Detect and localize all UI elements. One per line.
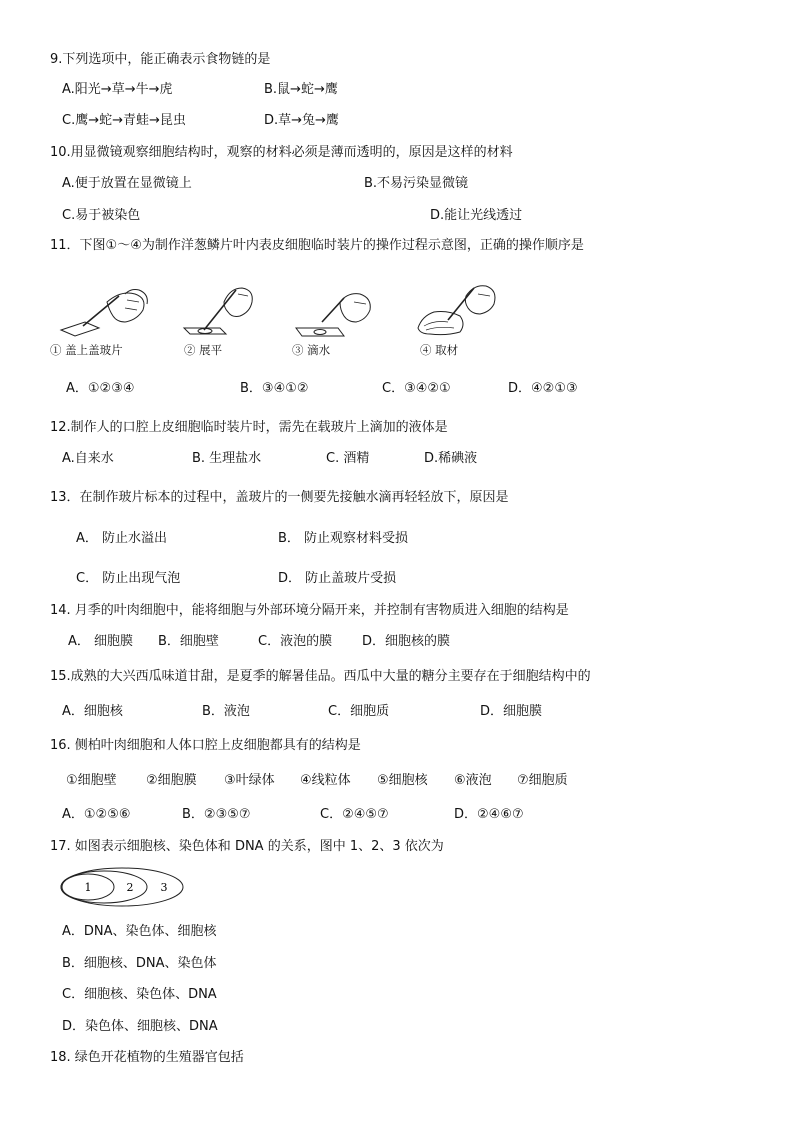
question-13-option-a: A． 防止水溢出	[76, 531, 168, 546]
figure-caption-2: ② 展平	[184, 343, 223, 357]
question-9-option-d: D.草→兔→鹰	[264, 113, 339, 128]
question-10-option-a: A.便于放置在显微镜上	[62, 176, 192, 191]
question-14-option-a: A． 细胞膜	[68, 634, 134, 649]
question-13-option-b: B． 防止观察材料受损	[278, 531, 409, 546]
question-16-item-1: ①细胞壁	[66, 773, 117, 788]
question-15-option-a: A．细胞核	[62, 704, 123, 719]
question-13-option-d: D． 防止盖玻片受损	[278, 571, 397, 586]
question-11-stem: 11．下图①～④为制作洋葱鳞片叶内表皮细胞临时装片的操作过程示意图，正确的操作顺序是	[50, 238, 584, 253]
question-9-option-b: B.鼠→蛇→鹰	[264, 82, 338, 97]
question-9-stem: 9.下列选项中，能正确表示食物链的是	[50, 52, 271, 67]
question-12-option-d: D.稀碘液	[424, 451, 478, 466]
diagram-label-1: 1	[84, 881, 92, 894]
figure-caption-3: ③ 滴水	[292, 343, 331, 357]
question-14-option-b: B．细胞壁	[158, 634, 219, 649]
question-13-stem: 13．在制作玻片标本的过程中，盖玻片的一侧要先接触水滴再轻轻放下，原因是	[50, 490, 509, 505]
question-15-option-c: C．细胞质	[328, 704, 390, 719]
question-16-item-3: ③叶绿体	[224, 773, 275, 788]
flatten-illustration	[180, 282, 260, 342]
question-14-option-c: C．液泡的膜	[258, 634, 333, 649]
take-material-illustration	[412, 280, 502, 342]
drip-water-illustration	[292, 288, 380, 342]
question-11-option-d: D．④②①③	[508, 381, 578, 396]
question-16-option-a: A．①②⑤⑥	[62, 807, 131, 822]
nested-ellipse-diagram	[60, 866, 186, 908]
cover-slip-illustration	[55, 286, 155, 342]
question-17-option-c: C．细胞核、染色体、DNA	[62, 987, 217, 1002]
question-16-item-2: ②细胞膜	[146, 773, 197, 788]
question-17-option-d: D．染色体、细胞核、DNA	[62, 1019, 218, 1034]
question-16-item-6: ⑥液泡	[454, 773, 492, 788]
question-17-option-a: A．DNA、染色体、细胞核	[62, 924, 217, 939]
question-15-option-b: B．液泡	[202, 704, 250, 719]
question-12-option-b: B. 生理盐水	[192, 451, 262, 466]
question-15-option-d: D．细胞膜	[480, 704, 543, 719]
figure-caption-4: ④ 取材	[420, 343, 459, 357]
question-18-stem: 18. 绿色开花植物的生殖器官包括	[50, 1050, 244, 1065]
question-13-option-c: C． 防止出现气泡	[76, 571, 181, 586]
question-10-option-c: C.易于被染色	[62, 208, 141, 223]
question-16-option-d: D．②④⑥⑦	[454, 807, 524, 822]
question-12-option-c: C. 酒精	[326, 451, 370, 466]
question-11-option-b: B．③④①②	[240, 381, 309, 396]
question-10-option-d: D.能让光线透过	[430, 208, 523, 223]
question-10-option-b: B.不易污染显微镜	[364, 176, 469, 191]
question-9-option-a: A.阳光→草→牛→虎	[62, 82, 173, 97]
question-14-stem: 14. 月季的叶肉细胞中，能将细胞与外部环境分隔开来，并控制有害物质进入细胞的结构是	[50, 603, 569, 618]
question-10-stem: 10.用显微镜观察细胞结构时，观察的材料必须是薄而透明的，原因是这样的材料	[50, 145, 513, 160]
question-17-stem: 17. 如图表示细胞核、染色体和 DNA 的关系，图中 1、2、3 依次为	[50, 839, 444, 854]
question-15-stem: 15.成熟的大兴西瓜味道甘甜，是夏季的解暑佳品。西瓜中大量的糖分主要存在于细胞结构中的	[50, 669, 591, 684]
diagram-label-2: 2	[126, 881, 134, 894]
question-17-option-b: B．细胞核、DNA、染色体	[62, 956, 217, 971]
question-11-option-c: C．③④②①	[382, 381, 451, 396]
question-12-stem: 12.制作人的口腔上皮细胞临时装片时，需先在载玻片上滴加的液体是	[50, 420, 448, 435]
diagram-label-3: 3	[160, 881, 168, 894]
question-12-option-a: A.自来水	[62, 451, 114, 466]
question-9-option-c: C.鹰→蛇→青蛙→昆虫	[62, 113, 186, 128]
figure-caption-1: ① 盖上盖玻片	[50, 343, 123, 357]
question-16-option-c: C．②④⑤⑦	[320, 807, 389, 822]
question-16-stem: 16. 侧柏叶肉细胞和人体口腔上皮细胞都具有的结构是	[50, 738, 361, 753]
question-16-item-7: ⑦细胞质	[517, 773, 568, 788]
question-16-item-4: ④线粒体	[300, 773, 351, 788]
question-16-option-b: B．②③⑤⑦	[182, 807, 251, 822]
question-11-option-a: A．①②③④	[66, 381, 135, 396]
question-16-item-5: ⑤细胞核	[377, 773, 428, 788]
question-14-option-d: D．细胞核的膜	[362, 634, 451, 649]
